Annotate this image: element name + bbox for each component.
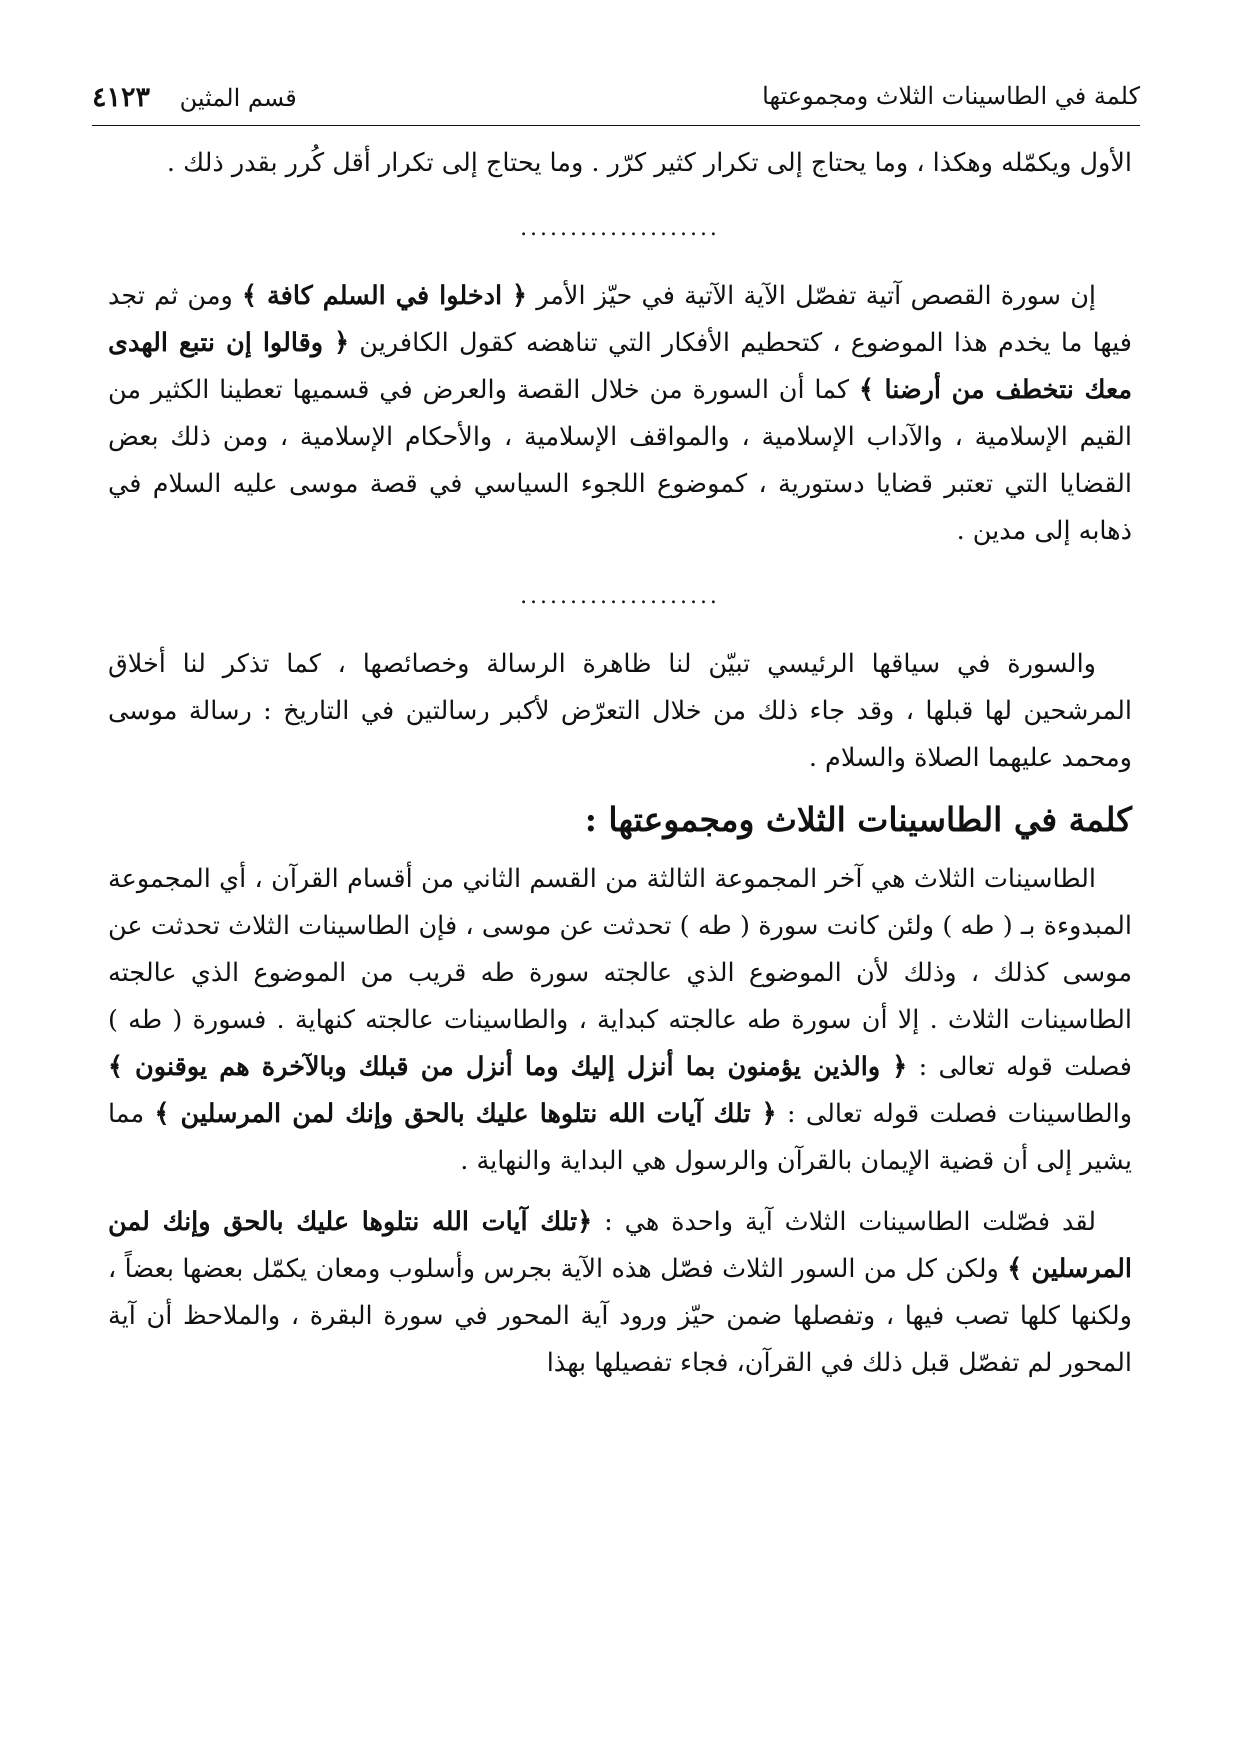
page-number-block xyxy=(92,82,297,113)
paragraph-4 xyxy=(108,856,1132,1185)
page-number: ٤١٢٣ xyxy=(92,82,151,113)
p2-text-a: إن سورة القصص آتية تفصّل الآية الآتية في حيّز الأمر xyxy=(536,281,1097,311)
paragraph-5 xyxy=(108,1199,1132,1387)
page-body xyxy=(108,140,1132,1387)
p4-text-b: والطاسينات فصلت قوله تعالى : xyxy=(786,1099,1133,1129)
quran-verse-1: ﴿ ادخلوا في السلم كافة ﴾ xyxy=(242,281,527,311)
paragraph-1: الأول ويكمّله وهكذا ، وما يحتاج إلى تكرار كثير كرّر . وما يحتاج إلى تكرار أقل كُرر بقدر ذلك . xyxy=(166,148,1132,178)
paragraph-2 xyxy=(108,273,1132,555)
p2-text-c: كما أن السورة من خلال القصة والعرض في قسميها تعطينا الكثير من القيم الإسلامية ، والآداب الإسلامية ، والمواقف الإسلامية ، والأحكام الإسلامية ، ومن ذلك بعض القضايا التي تعتبر قضايا دستورية ، كموضوع اللجوء السياسي في قصة موسى عليه السلام في ذهابه إلى مدين . xyxy=(108,375,1132,546)
section-separator-1: .................... xyxy=(520,216,720,241)
section-name: قسم المثين xyxy=(179,84,297,112)
p4-text-a: الطاسينات الثلاث هي آخر المجموعة الثالثة من القسم الثاني من أقسام القرآن ، أي المجموعة المبدوءة بـ ( طه ) ولئن كانت سورة ( طه ) تحدثت عن موسى ، فإن الطاسينات الثلاث تحدثت عن موسى كذلك ، وذلك لأن الموضوع الذي عالجته سورة طه قريب من الموضوع الذي عالجته الطاسينات الثلاث . إلا أن سورة طه عالجته كبداية ، والطاسينات عالجته كنهاية . فسورة ( طه ) فصلت قوله تعالى : xyxy=(108,864,1133,1082)
paragraph-3: والسورة في سياقها الرئيسي تبيّن لنا ظاهرة الرسالة وخصائصها ، كما تذكر لنا أخلاق المرشحين لها قبلها ، وقد جاء ذلك من خلال التعرّض لأكبر رسالتين في التاريخ : رسالة موسى ومحمد عليهما الصلاة والسلام . xyxy=(108,649,1132,773)
quran-verse-5: ﴿تلك آيات الله نتلوها عليك بالحق وإنك لمن المرسلين ﴾ xyxy=(108,1207,1133,1284)
quran-verse-4: ﴿ تلك آيات الله نتلوها عليك بالحق وإنك لمن المرسلين ﴾ xyxy=(154,1099,777,1129)
p5-text-a: لقد فصّلت الطاسينات الثلاث آية واحدة هي : xyxy=(604,1207,1097,1237)
section-heading: كلمة في الطاسينات الثلاث ومجموعتها : xyxy=(584,800,1132,839)
running-header xyxy=(92,74,1140,124)
quran-verse-3: ﴿ والذين يؤمنون بما أنزل إليك وما أنزل من قبلك وبالآخرة هم يوقنون ﴾ xyxy=(108,1052,908,1082)
section-separator-2: .................... xyxy=(520,584,720,609)
quran-verse-2: ﴿ وقالوا إن نتبع الهدى معك نتخطف من أرضنا ﴾ xyxy=(108,328,1132,405)
running-title: كلمة في الطاسينات الثلاث ومجموعتها xyxy=(762,82,1140,110)
p4-text-c: مما يشير إلى أن قضية الإيمان بالقرآن والرسول هي البداية والنهاية . xyxy=(108,1099,1132,1176)
p2-text-b: ومن ثم تجد فيها ما يخدم هذا الموضوع ، كتحطيم الأفكار التي تناهضه كقول الكافرين xyxy=(108,281,1132,358)
p5-text-b: ولكن كل من السور الثلاث فصّل هذه الآية بجرس وأسلوب ومعان يكمّل بعضها بعضاً ، ولكنها كلها تصب فيها ، وتفصلها ضمن حيّز ورود آية المحور في سورة البقرة ، والملاحظ أن آية المحور لم تفصّل قبل ذلك في القرآن، فجاء تفصيلها بهذا xyxy=(108,1254,1132,1378)
header-rule xyxy=(92,125,1140,126)
